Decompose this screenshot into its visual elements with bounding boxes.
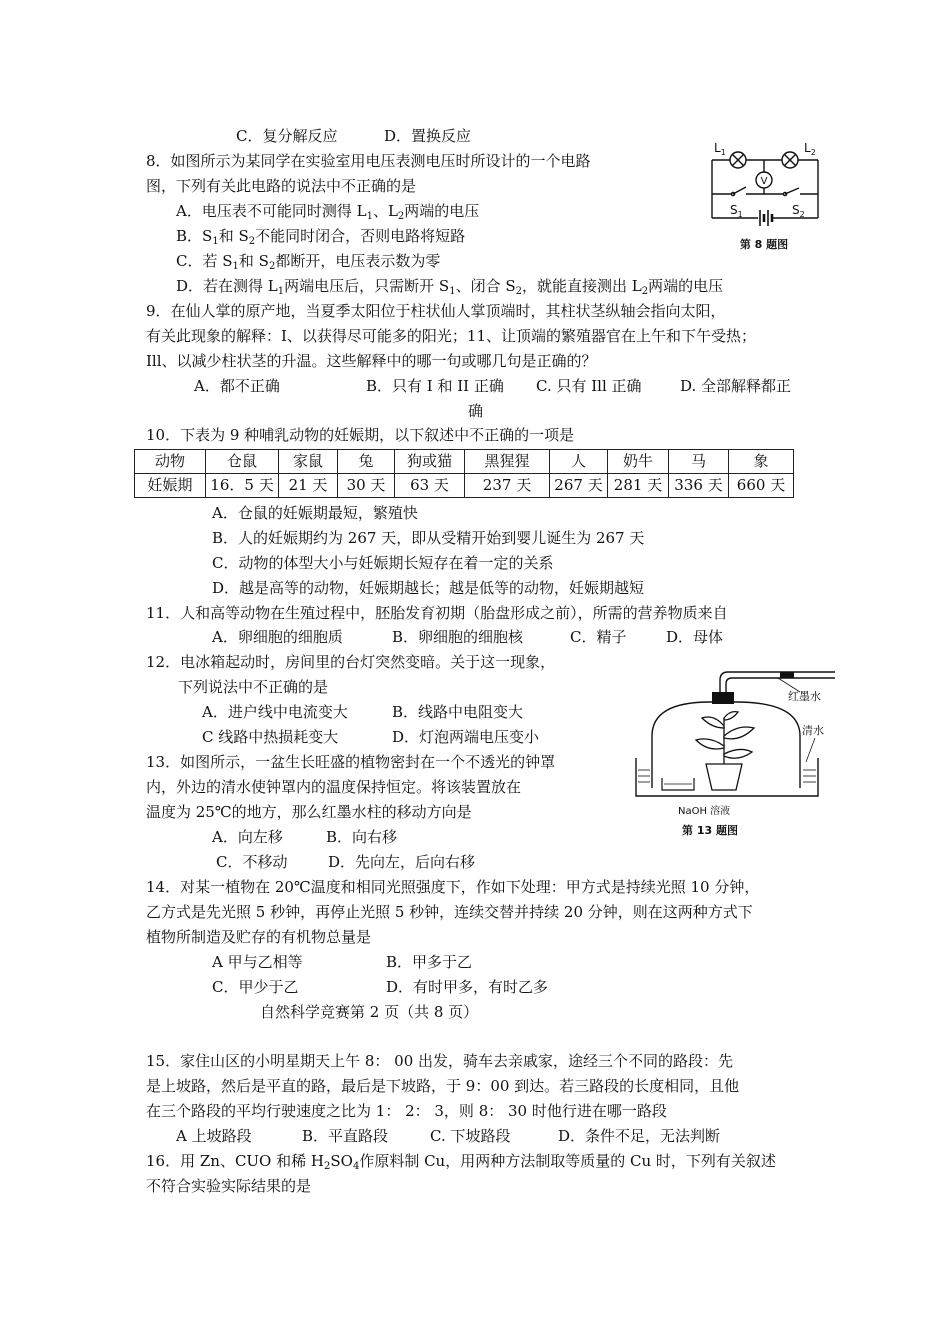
q10-option-a: A．仓鼠的妊娠期最短，繁殖快 (212, 504, 418, 522)
svg-text:V: V (760, 176, 768, 187)
q14-option-a: A 甲与乙相等 (212, 953, 303, 971)
q13-option-c: C．不移动 (216, 853, 288, 871)
apparatus-caption: 第 13 题图 (682, 824, 738, 837)
q16-line2: 不符合实验实际结果的是 (146, 1177, 312, 1195)
q8-option-c: C．若 $S_1$和 $S_2$都断开，电压表示数为零 (176, 252, 441, 272)
circuit-diagram-figure (706, 138, 830, 254)
ink-droplet-icon (780, 672, 794, 678)
battery-icon (760, 210, 772, 226)
q12-stem-line1: 12．电冰箱起动时，房间里的台灯突然变暗。关于这一现象， (146, 653, 556, 671)
table-cell: 237 天 (465, 474, 550, 498)
q15-line2: 是上坡路，然后是平直的路，最后是下坡路，于 9：00 到达。若三路段的长度相同，且他 (146, 1077, 740, 1095)
bell-jar-apparatus-figure (630, 666, 835, 844)
q9-option-d-wrap: 确 (468, 402, 484, 420)
q12-option-c: C 线路中热损耗变大 (202, 728, 339, 746)
q13-option-d: D．先向左，后向右移 (328, 853, 476, 871)
q11-option-a: A．卵细胞的细胞质 (212, 628, 343, 646)
circuit-caption: 第 8 题图 (739, 238, 789, 251)
table-row-days (135, 474, 794, 498)
table-cell: 16．5 天 (206, 474, 279, 498)
table-cell: 狗或猫 (395, 450, 465, 474)
naoh-label: NaOH 溶液 (678, 806, 731, 817)
q14-option-d: D．有时甲多，有时乙多 (386, 978, 549, 996)
table-cell: 兔 (338, 450, 395, 474)
table-cell: 象 (729, 450, 794, 474)
plant-pot-icon (706, 764, 742, 790)
q15-line3: 在三个路段的平均行驶速度之比为 1： 2： 3，则 8： 30 时他行进在哪一路段 (146, 1102, 667, 1120)
table-cell: 281 天 (608, 474, 669, 498)
label-s1: $S_1$ (730, 203, 743, 219)
q11-option-b: B．卵细胞的细胞核 (392, 628, 524, 646)
q14-option-b: B．甲多于乙 (386, 953, 473, 971)
q13-stem-line3: 温度为 25℃的地方，那么红墨水柱的移动方向是 (146, 803, 472, 821)
table-cell: 仓鼠 (206, 450, 279, 474)
q12-option-a: A．进户线中电流变大 (202, 703, 348, 721)
q9-line2: 有关此现象的解释：I、以获得尽可能多的阳光；11、让顶端的繁殖器官在上午和下午受热； (146, 327, 757, 345)
q16-line1: 16．用 Zn、CUO 和稀 $H_2SO_4$作原料制 Cu，用两种方法制取等质量的 Cu 时，下列有关叙述 (146, 1152, 776, 1172)
q9-option-b: B．只有 I 和 II 正确 (366, 377, 504, 395)
bulb-l2-icon (782, 152, 798, 168)
table-cell: 黑猩猩 (465, 450, 550, 474)
q14-line1: 14．对某一植物在 20℃温度和相同光照强度下，作如下处理：甲方式是持续光照 10 分钟， (146, 878, 760, 896)
q8-stem-line2: 图，下列有关此电路的说法中不正确的是 (146, 177, 417, 195)
water-label: 清水 (802, 724, 824, 737)
label-l1: $L_1$ (714, 141, 726, 157)
voltmeter-icon (756, 172, 772, 188)
q9-option-a: A．都不正确 (194, 377, 280, 395)
q13-option-b: B．向右移 (326, 828, 398, 846)
table-cell: 63 天 (395, 474, 465, 498)
q15-line1: 15．家住山区的小明星期天上午 8： 00 出发，骑车去亲戚家，途经三个不同的路段：先 (146, 1052, 734, 1070)
table-row-animals (135, 450, 794, 474)
q11-option-d: D．母体 (666, 628, 724, 646)
q9-option-c: C. 只有 Ill 正确 (536, 377, 642, 395)
q10-stem: 10．下表为 9 种哺乳动物的妊娠期，以下叙述中不正确的一项是 (146, 426, 575, 444)
q14-line3: 植物所制造及贮存的有机物总量是 (146, 928, 372, 946)
q9-line1: 9．在仙人掌的原产地，当夏季太阳位于柱状仙人掌顶端时，其柱状茎纵轴会指向太阳， (146, 302, 726, 320)
q8-option-b: B．$S_1$和 $S_2$不能同时闭合，否则电路将短路 (176, 227, 466, 247)
q15-option-b: B．平直路段 (302, 1127, 389, 1145)
table-cell: 21 天 (279, 474, 338, 498)
table-cell: 267 天 (550, 474, 608, 498)
table-cell: 30 天 (338, 474, 395, 498)
q12-option-b: B．线路中电阻变大 (392, 703, 524, 721)
table-cell: 家鼠 (279, 450, 338, 474)
q9-option-d: D. 全部解释都正 (680, 377, 792, 395)
q10-option-b: B．人的妊娠期约为 267 天，即从受精开始到婴儿诞生为 267 天 (212, 529, 645, 547)
table-cell: 马 (669, 450, 729, 474)
q14-line2: 乙方式是先光照 5 秒钟，再停止光照 5 秒钟，连续交替并持续 20 分钟，则在这两种方式下 (146, 903, 753, 921)
q7-option-d: D．置换反应 (384, 127, 472, 145)
table-cell: 奶牛 (608, 450, 669, 474)
q15-option-d: D．条件不足，无法判断 (558, 1127, 721, 1145)
table-header-cell: 动物 (135, 450, 206, 474)
switch-s2-icon (783, 188, 799, 196)
q8-option-d: D．若在测得 $L_1$两端电压后，只需断开 $S_1$、闭合 $S_2$，就能直接测出 $L_2$两端的电压 (176, 277, 724, 297)
q10-option-d: D．越是高等的动物，妊娠期越长；越是低等的动物，妊娠期越短 (212, 579, 645, 597)
q7-option-c: C．复分解反应 (236, 127, 338, 145)
q14-option-c: C．甲少于乙 (212, 978, 299, 996)
gestation-table (134, 449, 794, 498)
q15-option-a: A 上坡路段 (176, 1127, 252, 1145)
q13-stem-line2: 内，外边的清水使钟罩内的温度保持恒定。将该装置放在 (146, 778, 522, 796)
q10-option-c: C．动物的体型大小与妊娠期长短存在着一定的关系 (212, 554, 554, 572)
q11-stem: 11．人和高等动物在生殖过程中，胚胎发育初期（胎盘形成之前），所需的营养物质来自 (146, 604, 728, 622)
table-cell: 人 (550, 450, 608, 474)
table-cell: 660 天 (729, 474, 794, 498)
bulb-l1-icon (730, 152, 746, 168)
label-s2: $S_2$ (792, 203, 805, 219)
q9-line3: Ill、以减少柱状茎的升温。这些解释中的哪一句或哪几句是正确的？ (146, 352, 597, 370)
q13-option-a: A．向左移 (212, 828, 283, 846)
table-cell: 336 天 (669, 474, 729, 498)
table-header-cell: 妊娠期 (135, 474, 206, 498)
plant-icon (696, 712, 754, 764)
q8-option-a: A．电压表不可能同时测得 $L_1$、$L_2$两端的电压 (176, 202, 480, 222)
q11-option-c: C．精子 (570, 628, 627, 646)
q15-option-c: C. 下坡路段 (430, 1127, 511, 1145)
switch-s1-icon (731, 187, 746, 196)
q12-option-d: D．灯泡两端电压变小 (392, 728, 540, 746)
red-ink-label: 红墨水 (788, 690, 821, 703)
q13-stem-line1: 13．如图所示，一盆生长旺盛的植物密封在一个不透光的钟罩 (146, 753, 556, 771)
label-l2: $L_2$ (804, 141, 816, 157)
page-footer: 自然科学竞赛第 2 页（共 8 页） (260, 1003, 479, 1021)
q12-stem-line2: 下列说法中不正确的是 (178, 678, 329, 696)
q8-stem-line1: 8．如图所示为某同学在实验室用电压表测电压时所设计的一个电路 (146, 152, 591, 170)
